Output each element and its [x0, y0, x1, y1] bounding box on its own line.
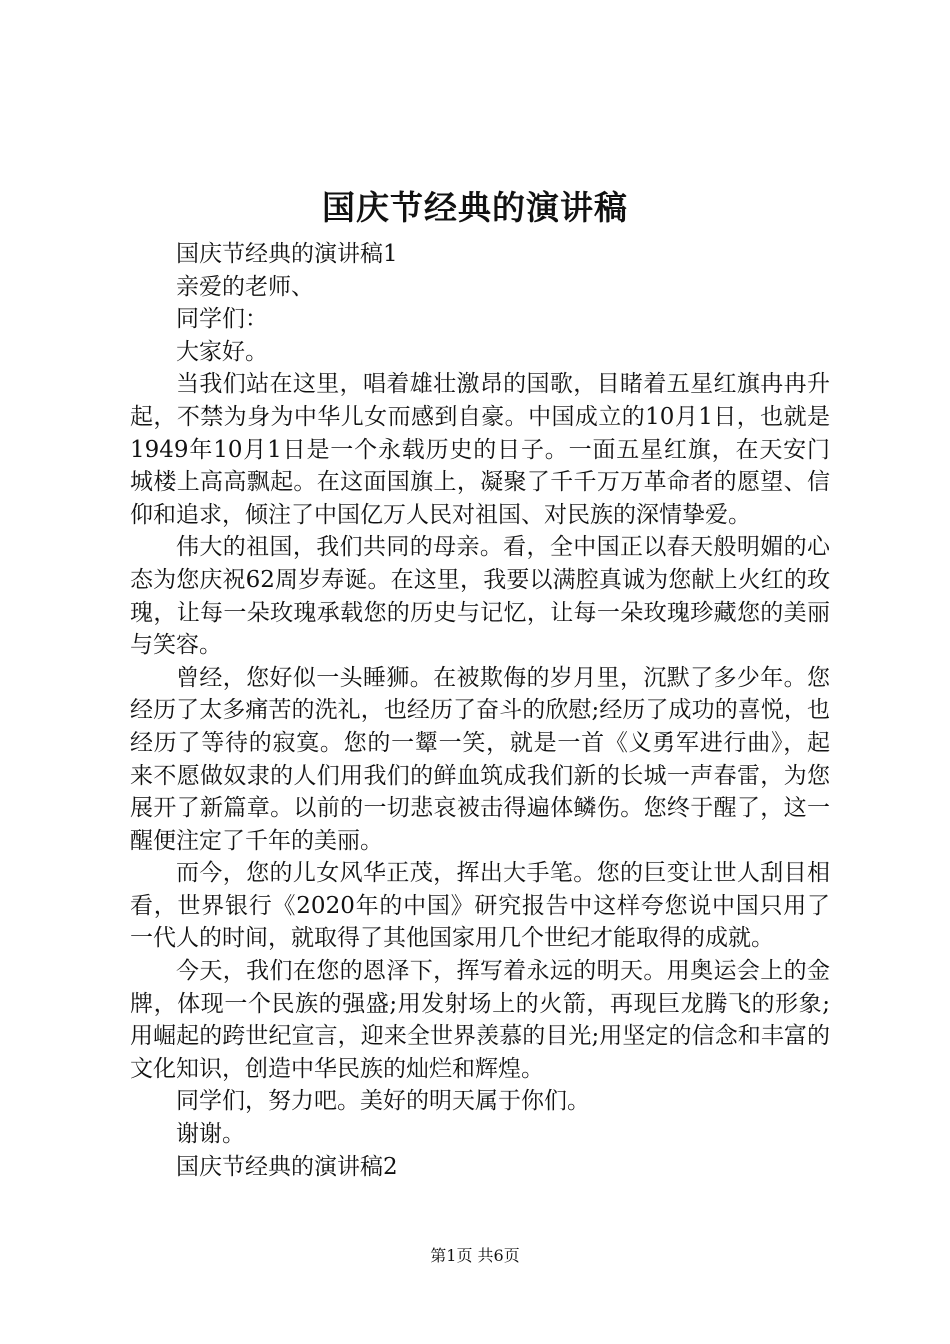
- page-number-footer: 第1页 共6页: [430, 1246, 520, 1265]
- paragraph-salutation-students: 同学们：: [176, 306, 268, 333]
- paragraph-subtitle: 国庆节经典的演讲稿1: [176, 241, 398, 267]
- paragraph-closing: 同学们，努力吧。美好的明天属于你们。: [176, 1088, 590, 1115]
- paragraph-body: 曾经，您好似一头睡狮。在被欺侮的岁月里，沉默了多少年。您经历了太多痛苦的洗礼，也经历了奋斗的欣慰;经历了成功的喜悦，也经历了等待的寂寞。您的一颦一笑，就是一首《义勇军进行曲》，起来不愿做奴隶的人们用我们的鲜血筑成我们新的长城一声春雷，为您展开了新篇章。以前的一切悲哀被击得遍体鳞伤。您终于醒了，这一醒便注定了千年的美丽。: [130, 664, 830, 854]
- paragraph-next-section-heading: 国庆节经典的演讲稿2: [176, 1153, 398, 1180]
- paragraph-salutation-teachers: 亲爱的老师、: [176, 273, 314, 300]
- paragraph-thanks: 谢谢。: [176, 1121, 245, 1148]
- paragraph-body: 当我们站在这里，唱着雄壮激昂的国歌，目睹着五星红旗冉冉升起，不禁为身为中华儿女而感到自豪。中国成立的10月1日，也就是1949年10月1日是一个永载历史的日子。一面五星红旗，在天安门城楼上高高飘起。在这面国旗上，凝聚了千千万万革命者的愿望、信仰和追求，倾注了中国亿万人民对祖国、对民族的深情挚爱。: [130, 371, 830, 528]
- document-body: [130, 238, 830, 1183]
- paragraph-body: 伟大的祖国，我们共同的母亲。看，全中国正以春天般明媚的心态为您庆祝62周岁寿诞。在这里，我要以满腔真诚为您献上火红的玫瑰，让每一朵玫瑰承载您的历史与记忆，让每一朵玫瑰珍藏您的美丽与笑容。: [130, 534, 830, 659]
- paragraph-greeting: 大家好。: [176, 338, 268, 365]
- document-title: 国庆节经典的演讲稿: [322, 188, 628, 227]
- paragraph-body: 今天，我们在您的恩泽下，挥写着永远的明天。用奥运会上的金牌，体现一个民族的强盛;用发射场上的火箭，再现巨龙腾飞的形象;用崛起的跨世纪宣言，迎来全世界羡慕的目光;用坚定的信念和丰富的文化知识，创造中华民族的灿烂和辉煌。: [130, 958, 830, 1082]
- paragraph-body: 而今，您的儿女风华正茂，挥出大手笔。您的巨变让世人刮目相看，世界银行《2020年的中国》研究报告中这样夸您说中国只用了一代人的时间，就取得了其他国家用几个世纪才能取得的成就。: [130, 860, 830, 952]
